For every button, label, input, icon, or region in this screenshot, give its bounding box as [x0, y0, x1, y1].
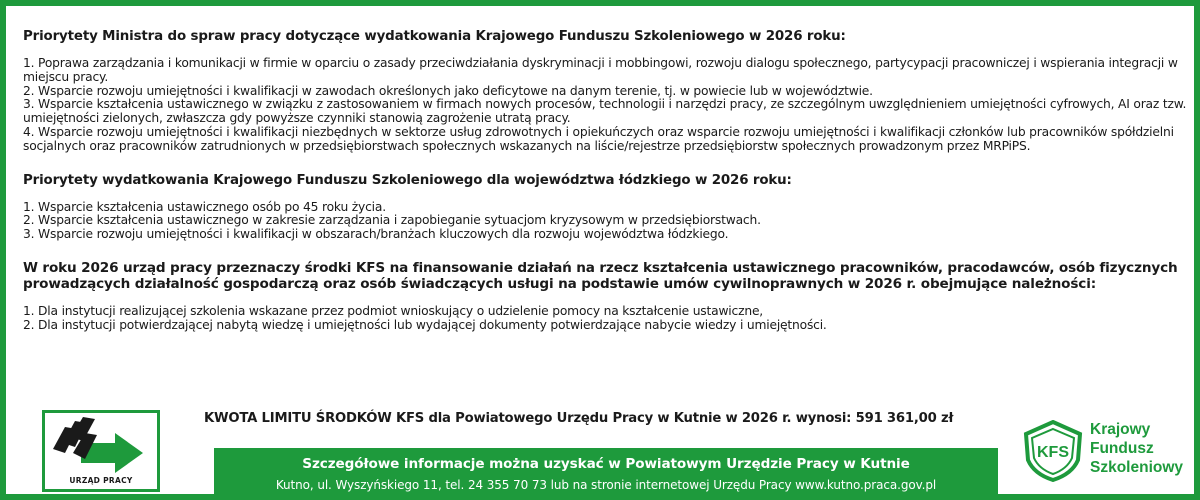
content-area	[23, 28, 1193, 333]
funding-scope-section	[23, 260, 1193, 333]
info-bar-title: Szczegółowe informacje można uzyskać w Powiatowym Urzędzie Pracy w Kutnie	[302, 456, 910, 472]
kfs-logo-text	[1090, 420, 1183, 477]
info-bar	[214, 448, 998, 500]
voivodeship-priorities-heading: Priorytety wydatkowania Krajowego Funduszu Szkoleniowego dla województwa łódzkiego w 2026 roku:	[23, 172, 792, 188]
list-item: 2. Dla instytucji potwierdzającej nabytą wiedzę i umiejętności lub wydającej dokumenty potwierdzające nabycie wiedzy i umiejętności.	[23, 317, 827, 332]
list-item: 2. Wsparcie rozwoju umiejętności i kwalifikacji w zawodach określonych jako deficytowe na danym terenie, tj. w powiecie lub w województwie.	[23, 83, 873, 98]
info-bar-contact: Kutno, ul. Wyszyńskiego 11, tel. 24 355 70 73 lub na stronie internetowej Urzędu Pracy www.kutno.praca.gov.pl	[275, 478, 937, 492]
urzad-pracy-logo-icon	[45, 413, 157, 479]
kfs-shield-icon	[1022, 420, 1084, 482]
list-item: 1. Wsparcie kształcenia ustawicznego osób po 45 roku życia.	[23, 199, 386, 214]
kfs-logo	[1022, 418, 1192, 488]
list-item: 3. Wsparcie kształcenia ustawicznego w związku z zastosowaniem w firmach nowych procesów, technologii i narzędzi pracy, ze szczególnym uwzględnieniem umiejętności cyfrowych, AI oraz tzw. umiejętności zielonych, zwłaszcza gdy powyższe czynniki stanowią zagrożenie utratą pracy.	[23, 97, 1187, 126]
urzad-pracy-logo-text: URZĄD PRACY	[69, 476, 133, 485]
list-item: 2. Wsparcie kształcenia ustawicznego w zakresie zarządzania i zapobieganie sytuacjom kryzysowym w przedsiębiorstwach.	[23, 213, 761, 228]
list-item: 1. Poprawa zarządzania i komunikacji w firmie w oparciu o zasady przeciwdziałania dyskryminacji i mobbingowi, rozwoju dialogu społecznego, partycypacji pracowniczej i wspierania integracji w miejscu pracy.	[23, 56, 1178, 84]
kfs-logo-line: Szkoleniowy	[1090, 459, 1184, 476]
funding-scope-heading: W roku 2026 urząd pracy przeznaczy środki KFS na finansowanie działań na rzecz kształcenia ustawicznego pracowników, pracodawców, osób fizycznych prowadzących działalność gospodarczą oraz osób świadczących usługi na podstawie umów cywilnoprawnych w 2026 r. obejmujące należności:	[23, 259, 1178, 293]
funding-scope-list	[23, 305, 1193, 333]
ministry-priorities-list	[23, 57, 1193, 154]
voivodeship-priorities-list	[23, 201, 1193, 242]
kfs-logo-line: Krajowy	[1090, 421, 1151, 438]
ministry-priorities-heading: Priorytety Ministra do spraw pracy dotyczące wydatkowania Krajowego Funduszu Szkoleniowego w 2026 roku:	[23, 29, 846, 44]
kfs-abbr: KFS	[1037, 444, 1069, 461]
list-item: 1. Dla instytucji realizującej szkolenia wskazane przez podmiot wnioskujący o udzielenie pomocy na kształcenie ustawiczne,	[23, 303, 764, 318]
list-item: 3. Wsparcie rozwoju umiejętności i kwalifikacji w obszarach/branżach kluczowych dla rozwoju województwa łódzkiego.	[23, 227, 729, 242]
fund-limit-amount: KWOTA LIMITU ŚRODKÓW KFS dla Powiatowego Urzędu Pracy w Kutnie w 2026 r. wynosi: 591 361,00 zł	[204, 411, 954, 426]
voivodeship-priorities-section	[23, 172, 1193, 242]
ministry-priorities-section	[23, 28, 1193, 154]
urzad-pracy-logo	[42, 410, 160, 492]
list-item: 4. Wsparcie rozwoju umiejętności i kwalifikacji niezbędnych w sektorze usług zdrowotnych i opiekuńczych oraz wsparcie rozwoju umiejętności i kwalifikacji członków lub pracowników spółdzielni socjalnych oraz pracowników zatrudnionych w przedsiębiorstwach społecznych wskazanych na liście/rejestrze przedsiębiorstw społecznych prowadzonym przez MRPiPS.	[23, 124, 1174, 153]
kfs-logo-line: Fundusz	[1090, 440, 1154, 457]
